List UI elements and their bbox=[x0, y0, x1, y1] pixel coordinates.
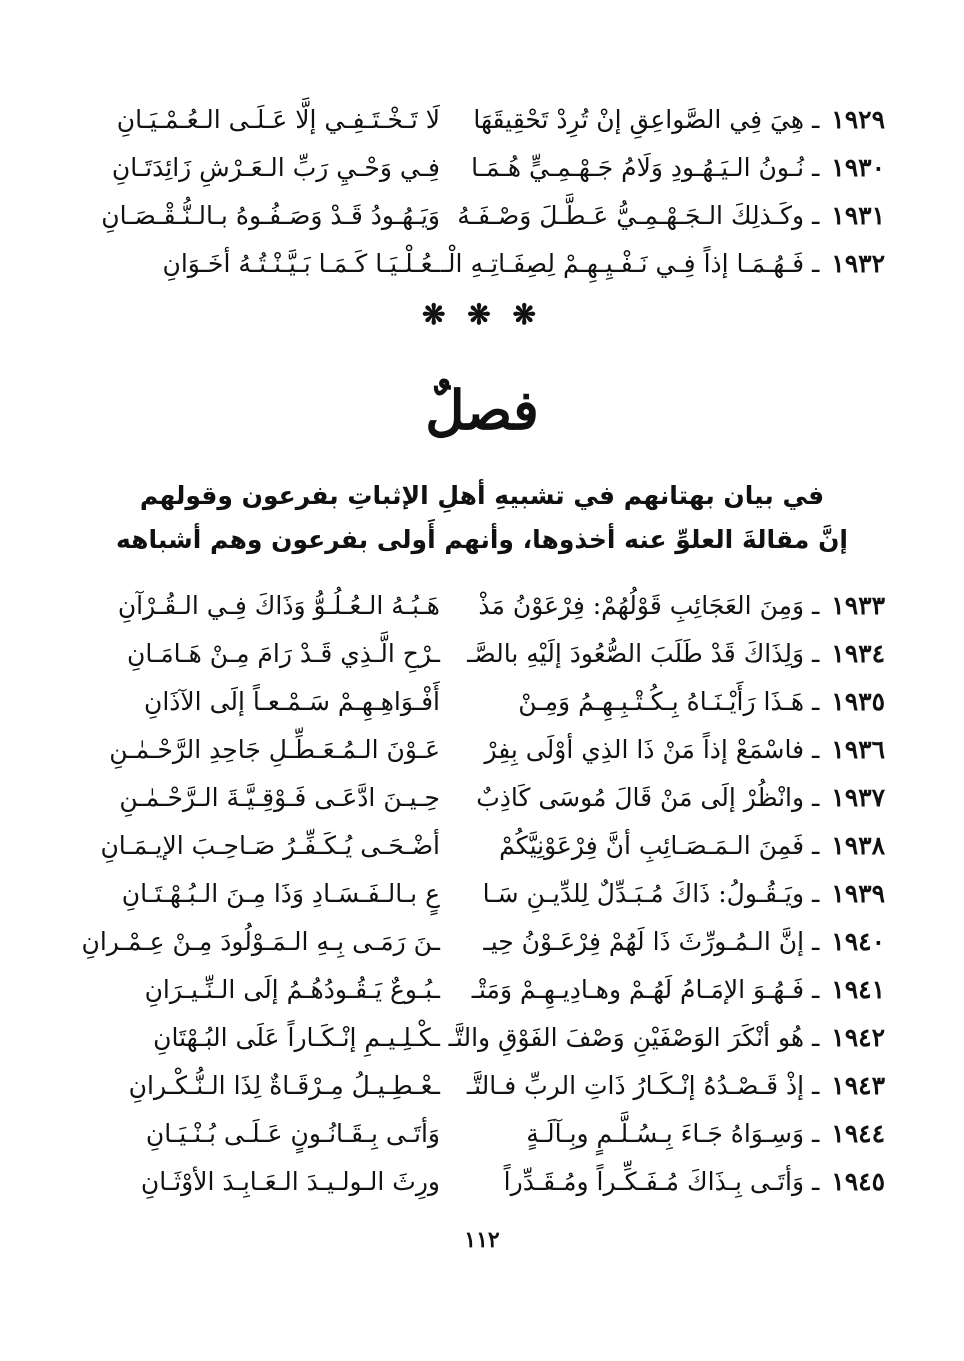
verse-number: ١٩٣٣ bbox=[831, 591, 885, 620]
verse-text: إذْ قَـصْـدُهُ إنْـكَـارُ ذَاتِ الربِّ فـالتَّـ bbox=[466, 1071, 805, 1100]
verse bbox=[80, 774, 885, 822]
verse-text: هَـذَا رَأَيْـنَـاهُ بِـكُـتْـبِـهِـمُ وَمِـنْ bbox=[518, 687, 805, 716]
verse-number: ١٩٣٤ bbox=[831, 639, 885, 668]
verse-first-hemistich: ١٩٤٠ ـ إنَّ الـمُـورِّثَ ذَا لَهُمْ فِرْعَـوْنُ حِيـ bbox=[483, 927, 885, 956]
verse bbox=[80, 1110, 885, 1158]
page-number: ١١٢ bbox=[464, 1227, 500, 1253]
verse-second-hemistich: حِـيـنَ ادَّعَـى فَـوْقِـيَّـةَ الـرَّحْـمٰـنِ bbox=[119, 783, 440, 812]
verse-text: هِيَ فِي الصَّواعِقِ إنْ تُرِدْ تَحْقِيقَهَا bbox=[473, 105, 805, 134]
verse-first-hemistich: ١٩٤٤ ـ وَسِـوَاهُ جَـاءَ بِـسُـلَّـمٍ وبِـآلَـةٍ bbox=[526, 1119, 885, 1148]
verse-number: ١٩٣٨ bbox=[831, 831, 885, 860]
verse-first-hemistich: ١٩٣٠ ـ نُـونُ الـيَـهُـودِ وَلَامُ جَـهْـمِـيٍّ هُـمَـا bbox=[471, 153, 885, 182]
verse bbox=[80, 1062, 885, 1110]
verse-number: ١٩٣١ bbox=[831, 201, 885, 230]
verse-second-hemistich: ـنَ رَمَـى بِـهِ الـمَـوْلُودَ مِـنْ عِـمْـرانِ bbox=[81, 927, 440, 956]
verse bbox=[80, 726, 885, 774]
verse-second-hemistich: ـكْـلِـيـمِ إنْـكَـاراً عَلَى البُـهْتَانِ bbox=[153, 1023, 440, 1052]
section-subtitle-line-1: في بيان بهتانهم في تشبيهِ أهلِ الإثباتِ بفرعون وقولهم bbox=[139, 481, 825, 510]
section-separator-stars: ❋ ❋ ❋ bbox=[422, 298, 542, 331]
verse-first-hemistich: ١٩٣٧ ـ وانْظُرْ إلَى مَنْ قَالَ مُوسَى كَاذِبٌ bbox=[476, 783, 885, 812]
verse-second-hemistich: عٍ بـالـفَـسَـادِ وَذَا مِـنَ الـبُـهْـتَـانِ bbox=[121, 879, 440, 908]
verse-number: ١٩٤٥ bbox=[831, 1167, 885, 1196]
verse-number: ١٩٤٠ bbox=[831, 927, 885, 956]
verse-number: ١٩٤٢ bbox=[831, 1023, 885, 1052]
verse-second-hemistich: ـعْـطِـيـلُ مِـرْقَـاةٌ لِذَا الـنُّـكْـرانِ bbox=[128, 1071, 440, 1100]
verse-second-hemistich: ورِثَ الـولـيـدَ الـعَـابِـدَ الأوْثَـانِ bbox=[140, 1167, 440, 1196]
verse-first-hemistich: ١٩٣٤ ـ وَلِذَاكَ قَدْ طَلَبَ الصُّعُودَ إلَيْهِ بالصَّـ bbox=[467, 639, 885, 668]
verse-first-hemistich: ١٩٣٦ ـ فاسْمَعْ إذاً مَنْ ذَا الذِي أوْلَى بِفِرْ bbox=[484, 735, 885, 764]
verse bbox=[80, 966, 885, 1014]
verse-text: فَـهُـوَ الإمَـامُ لَهُـمْ وهـادِيـهِـمْ وَمَتْـ bbox=[471, 975, 805, 1004]
verse-number: ١٩٣٢ bbox=[831, 249, 885, 278]
verse-text: وَلِذَاكَ قَدْ طَلَبَ الصُّعُودَ إلَيْهِ بالصَّـ bbox=[467, 639, 805, 668]
verse-second-hemistich: ـبُـوعٌ يَـقُـودُهُـمُ إلَى الـنِّـيـرَانِ bbox=[144, 975, 440, 1004]
verse-number: ١٩٤١ bbox=[831, 975, 885, 1004]
verse-text: هُو أنْكَرَ الوَصْفَيْنِ وَصْفَ الفَوْقِ والتَّـ bbox=[448, 1023, 805, 1052]
verse-second-hemistich: ـرْحِ الَّـذِي قَـدْ رَامَ مِـنْ هَـامَـانِ bbox=[126, 639, 440, 668]
verse-text: ويَـقُـولُ: ذَاكَ مُـبَـدِّلٌ لِلدِّيـنِ سَـا bbox=[482, 879, 805, 908]
verse-second-hemistich: وَيَـهُـودُ قَـدْ وَصَـفُـوهُ بـالـنُّـقْـصَـانِ bbox=[101, 201, 440, 230]
verse-second-hemistich: وَأتَـى بِـقَـانُـونٍ عَـلَـى بُـنْـيَـانِ bbox=[145, 1119, 440, 1148]
verse-text: إنَّ الـمُـورِّثَ ذَا لَهُمْ فِرْعَـوْنُ حِيـ bbox=[483, 927, 805, 956]
verse-number: ١٩٣٧ bbox=[831, 783, 885, 812]
verse-text: وكَـذلِكَ الـجَـهْـمِـيُّ عَـطَّـلَ وَصْـفَـهُ bbox=[457, 201, 805, 230]
verse-first-hemistich: ١٩٤١ ـ فَـهُـوَ الإمَـامُ لَهُـمْ وهـادِيـهِـمْ وَمَتْـ bbox=[471, 975, 885, 1004]
verse-second-hemistich: أَفْـوَاهِـهِـمْ سَـمْـعـاً إلَى الآذَانِ bbox=[143, 687, 440, 716]
verse-number: ١٩٤٣ bbox=[831, 1071, 885, 1100]
verse-second-hemistich: لَا تَـخْـتَـفِـي إلَّا عَـلَـى الـعُـمْـيَـانِ bbox=[116, 105, 440, 134]
section-subtitle-line-2: إنَّ مقالةَ العلوِّ عنه أخذوها، وأنهم أَولى بفرعون وهم أشباهه bbox=[116, 525, 848, 554]
verse-second-hemistich: هَـبُـهُ الـعُـلُـوُّ وَذَاكَ فِـي الـقُـرْآنِ bbox=[117, 591, 440, 620]
verse-second-hemistich: عَـوْنَ الـمُـعَـطِّـلِ جَاحِدِ الرَّحْـمٰـنِ bbox=[109, 735, 440, 764]
verse-text: وانْظُرْ إلَى مَنْ قَالَ مُوسَى كَاذِبٌ bbox=[476, 783, 805, 812]
verse bbox=[80, 822, 885, 870]
verse-number: ١٩٣٩ bbox=[831, 879, 885, 908]
verse bbox=[80, 96, 885, 144]
verse-first-hemistich: ١٩٣٨ ـ فَمِنَ الـمَـصَـائِبِ أنَّ فِرْعَوْنِيَّكُمْ bbox=[499, 831, 885, 860]
verse-second-hemistich: ـعُـلْـيَـا كَـمَـا بَـيَّـنْـتُـهُ أخَـوَانِ bbox=[162, 249, 440, 278]
section-title: فصلٌ bbox=[425, 378, 539, 442]
verse bbox=[80, 582, 885, 630]
verse bbox=[80, 1014, 885, 1062]
verse-first-hemistich: ١٩٣٥ ـ هَـذَا رَأَيْـنَـاهُ بِـكُـتْـبِـهِـمُ وَمِـنْ bbox=[518, 687, 885, 716]
verses-top bbox=[80, 96, 885, 288]
verse-text: نُـونُ الـيَـهُـودِ وَلَامُ جَـهْـمِـيٍّ هُـمَـا bbox=[471, 153, 805, 182]
verse-second-hemistich: فِـي وَحْـيِ رَبِّ الـعَـرْشِ زَائِدَتَـانِ bbox=[111, 153, 440, 182]
verse-second-hemistich: أضْـحَـى يُـكَـفِّـرُ صَـاحِـبَ الإيـمَـانِ bbox=[100, 831, 440, 860]
verse-number: ١٩٣٠ bbox=[831, 153, 885, 182]
verse bbox=[80, 678, 885, 726]
verse-number: ١٩٤٤ bbox=[831, 1119, 885, 1148]
verse-text: فَـهُـمَـا إذاً فِـي نَـفْـيِـهِـمْ لِصِفَـاتِـهِ الْـ bbox=[440, 249, 805, 278]
verse-number: ١٩٣٦ bbox=[831, 735, 885, 764]
verse-text: وَسِـوَاهُ جَـاءَ بِـسُـلَّـمٍ وبِـآلَـةٍ bbox=[526, 1119, 805, 1148]
verse bbox=[80, 870, 885, 918]
verse-text: فَمِنَ الـمَـصَـائِبِ أنَّ فِرْعَوْنِيَّكُمْ bbox=[499, 831, 805, 860]
verse-first-hemistich: ١٩٢٩ ـ هِيَ فِي الصَّواعِقِ إنْ تُرِدْ تَحْقِيقَهَا bbox=[473, 105, 885, 134]
verse-number: ١٩٢٩ bbox=[831, 105, 885, 134]
verse bbox=[80, 630, 885, 678]
verse-first-hemistich: ١٩٣٢ ـ فَـهُـمَـا إذاً فِـي نَـفْـيِـهِـمْ لِصِفَـاتِـهِ الْـ bbox=[440, 249, 885, 278]
verse-first-hemistich: ١٩٤٥ ـ وَأتَـى بِـذَاكَ مُـفَـكِّـراً ومُـقَـدِّراً bbox=[503, 1167, 885, 1196]
verse bbox=[80, 192, 885, 240]
verse-first-hemistich: ١٩٣٣ ـ وَمِنَ العَجَائِبِ قَوْلُهُمْ: فِرْعَوْنُ مَذْ bbox=[478, 591, 885, 620]
verses-bottom bbox=[80, 582, 885, 1206]
verse-text: وَأتَـى بِـذَاكَ مُـفَـكِّـراً ومُـقَـدِّراً bbox=[503, 1167, 805, 1196]
verse-first-hemistich: ١٩٤٢ ـ هُو أنْكَرَ الوَصْفَيْنِ وَصْفَ الفَوْقِ والتَّـ bbox=[448, 1023, 885, 1052]
verse bbox=[80, 240, 885, 288]
verse-first-hemistich: ١٩٣٩ ـ ويَـقُـولُ: ذَاكَ مُـبَـدِّلٌ لِلدِّيـنِ سَـا bbox=[482, 879, 885, 908]
verse bbox=[80, 144, 885, 192]
verse-first-hemistich: ١٩٣١ ـ وكَـذلِكَ الـجَـهْـمِـيُّ عَـطَّـلَ وَصْـفَـهُ bbox=[457, 201, 885, 230]
verse-number: ١٩٣٥ bbox=[831, 687, 885, 716]
verse bbox=[80, 1158, 885, 1206]
verse-first-hemistich: ١٩٤٣ ـ إذْ قَـصْـدُهُ إنْـكَـارُ ذَاتِ الربِّ فـالتَّـ bbox=[466, 1071, 885, 1100]
verse bbox=[80, 918, 885, 966]
verse-text: فاسْمَعْ إذاً مَنْ ذَا الذِي أوْلَى بِفِرْ bbox=[484, 735, 805, 764]
verse-text: وَمِنَ العَجَائِبِ قَوْلُهُمْ: فِرْعَوْنُ مَذْ bbox=[478, 591, 805, 620]
